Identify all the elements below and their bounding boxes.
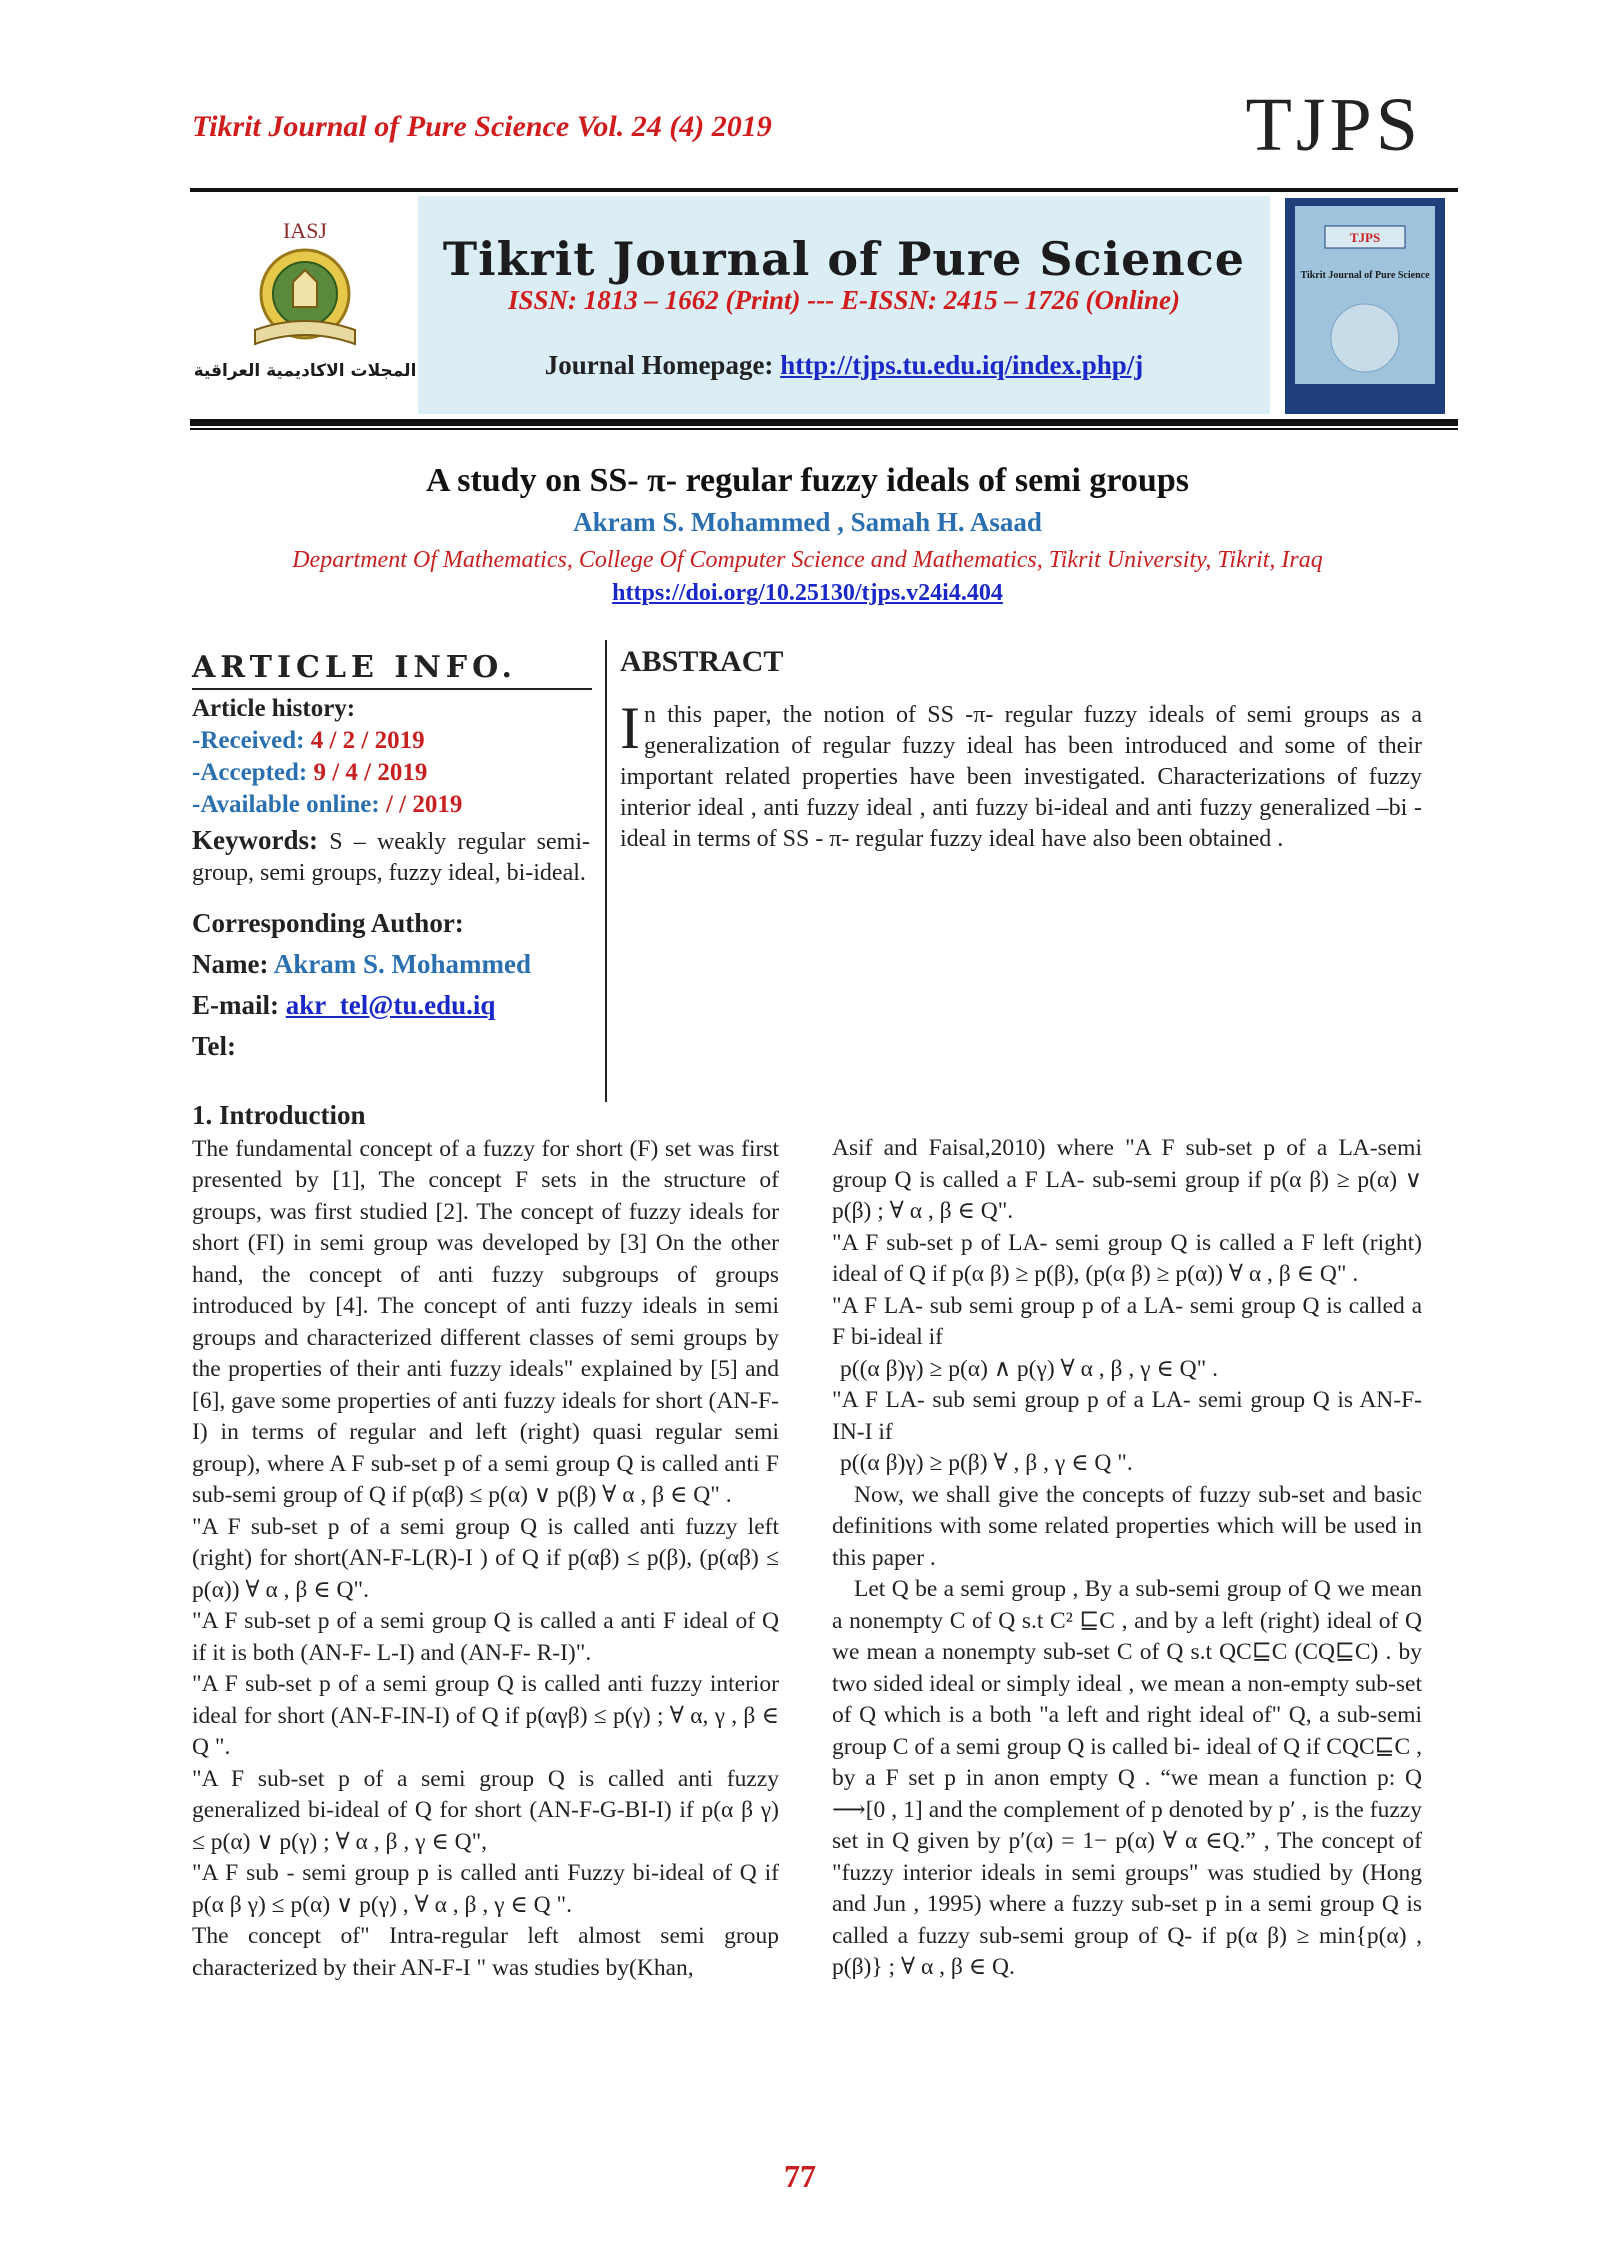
- intro-paragraph: Now, we shall give the concepts of fuzzy sub-set and basic definitions with some related properties which will be used in this paper .: [832, 1481, 1422, 1571]
- abstract-text: n this paper, the notion of SS -π- regular fuzzy ideals of semi groups as a generalization of regular fuzzy ideal has been introduced and some of their important related properties have been investigated. Characterizations of fuzzy interior ideal , anti fuzzy ideal , anti fuzzy bi-ideal and anti fuzzy generalized –bi -ideal in terms of SS - π- regular fuzzy ideal have also been obtained .: [620, 702, 1422, 852]
- cover-title: Tikrit Journal of Pure Science: [1300, 270, 1430, 281]
- intro-formula: p((α β)γ) ≥ p(β) ∀ , β , γ ∈ Q ".: [840, 1450, 1133, 1476]
- homepage-label: Journal Homepage:: [544, 350, 781, 380]
- intro-paragraph: Let Q be a semi group , By a sub-semi group of Q we mean a nonempty C of Q s.t C² ⊑C , and by a left (right) ideal of Q we mean a nonempty sub-set C of Q s.t QC⊑C (CQ⊑C) . by two sided ideal or simply ideal , we mean a non-empty sub-set of Q which is a both "a left and right ideal of" Q, a sub-semi group C of a semi group Q is called bi- ideal of Q if CQC⊑C , by a F set p in anon empty Q . “we mean a function p: Q ⟶[0 , 1] and the complement of p denoted by p′ , is the fuzzy set in Q given by p′(α) = 1− p(α) ∀ α ∈Q.” , The concept of "fuzzy interior ideals in semi groups" was studied by (Hong and Jun , 1995) where a fuzzy sub-set p in a semi group Q is called a fuzzy sub-semi group of Q- if p(α β) ≥ min{p(α) , p(β)} ; ∀ α , β ∈ Q.: [832, 1576, 1422, 1980]
- corresponding-author: Corresponding Author: Name: Akram S. Mohammed E-mail: akr_tel@tu.edu.iq Tel:: [192, 903, 590, 1067]
- page-number: 77: [784, 2158, 816, 2194]
- tel-label: Tel:: [192, 1031, 237, 1061]
- author-email-link[interactable]: akr_tel@tu.edu.iq: [285, 990, 496, 1020]
- banner-homepage: [418, 350, 1270, 381]
- paper-affiliation: Department Of Mathematics, College Of Computer Science and Mathematics, Tikrit University, Tikrit, Iraq: [292, 547, 1323, 573]
- journal-running-head: Tikrit Journal of Pure Science Vol. 24 (4) 2019: [192, 110, 772, 143]
- article-info-rule: [192, 688, 592, 690]
- paper-title: A study on SS- π- regular fuzzy ideals of semi groups: [426, 462, 1189, 499]
- accepted-line: -Accepted: 9 / 4 / 2019: [192, 759, 428, 786]
- keywords-label: Keywords:: [192, 825, 318, 855]
- author-name: Akram S. Mohammed: [273, 949, 531, 979]
- banner-bottom-rule-thin: [190, 428, 1458, 430]
- intro-paragraph: "A F sub - semi group p is called anti Fuzzy bi-ideal of Q if p(α β γ) ≤ p(α) ∨ p(γ) , ∀ α , β , γ ∈ Q ".: [192, 1860, 779, 1918]
- intro-paragraph: The concept of" Intra-regular left almost semi group characterized by their AN-F-I " was studies by(Khan,: [192, 1923, 779, 1981]
- abstract-heading: ABSTRACT: [620, 645, 784, 678]
- received-line: -Received: 4 / 2 / 2019: [192, 727, 425, 754]
- intro-paragraph: The fundamental concept of a fuzzy for short (F) set was first presented by [1], The concept F sets in the structure of groups, was first studied [2]. The concept of fuzzy ideals for short (FI) in semi group was developed by [3] On the other hand, the concept of anti fuzzy subgroups of groups introduced by [4]. The concept of anti fuzzy ideals in semi groups and characterized different classes of semi groups by the properties of their anti fuzzy ideals" explained by [5] and [6], gave some properties of anti fuzzy ideals for short (AN-F-I) in terms of regular and left (right) quasi regular semi group), where A F sub-set p of a semi group Q is called anti F sub-semi group of Q if p(αβ) ≤ p(α) ∨ p(β) ∀ α , β ∈ Q" .: [192, 1135, 779, 1508]
- abstract-body: [620, 695, 1422, 855]
- article-info-block: [192, 693, 590, 1067]
- banner-bottom-rule: [190, 419, 1458, 426]
- intro-heading: 1. Introduction: [192, 1100, 366, 1130]
- intro-right-column: [832, 1133, 1422, 1984]
- intro-paragraph: "A F sub-set p of a semi group Q is called a anti F ideal of Q if it is both (AN-F- L-I) and (AN-F- R-I)".: [192, 1608, 779, 1666]
- tjps-logo-text: TJPS: [1245, 83, 1422, 167]
- keywords: [192, 825, 590, 889]
- cover-label: TJPS: [1349, 230, 1381, 245]
- intro-paragraph: "A F LA- sub semi group p of a LA- semi group Q is called a F bi-ideal if: [832, 1292, 1422, 1350]
- available-line: -Available online: / / 2019: [192, 791, 463, 818]
- top-rule: [190, 188, 1458, 192]
- article-info-heading: ARTICLE INFO.: [192, 650, 517, 685]
- doi-link[interactable]: https://doi.org/10.25130/tjps.v24i4.404: [612, 580, 1003, 606]
- column-divider: [605, 640, 607, 1102]
- intro-paragraph: "A F sub-set p of a semi group Q is called anti fuzzy generalized bi-ideal of Q for short (AN-F-G-BI-I) if p(α β γ) ≤ p(α) ∨ p(γ) ; ∀ α , β , γ ∈ Q",: [192, 1765, 779, 1855]
- iasj-arabic-text: المجلات الاكاديمية العراقية: [195, 361, 415, 381]
- corresponding-label: Corresponding Author:: [192, 908, 464, 938]
- homepage-link[interactable]: http://tjps.tu.edu.iq/index.php/j: [780, 350, 1144, 380]
- intro-paragraph: "A F sub-set p of a semi group Q is called anti fuzzy interior ideal for short (AN-F-IN-I) of Q if p(αγβ) ≤ p(γ) ; ∀ α, γ , β ∈ Q ".: [192, 1671, 779, 1760]
- history-label: Article history:: [192, 695, 356, 722]
- iasj-logo-text: IASJ: [282, 218, 328, 243]
- intro-paragraph: "A F sub-set p of a semi group Q is called anti fuzzy left (right) for short(AN-F-L(R)-I ) of Q if p(αβ) ≤ p(β), (p(αβ) ≤ p(α)) ∀ α , β ∈ Q".: [192, 1513, 779, 1603]
- banner-title: Tikrit Journal of Pure Science: [442, 232, 1246, 286]
- intro-paragraph: "A F sub-set p of LA- semi group Q is called a F left (right) ideal of Q if p(α β) ≥ p(β), (p(α β) ≥ p(α)) ∀ α , β ∈ Q" .: [832, 1229, 1422, 1287]
- intro-paragraph: Asif and Faisal,2010) where "A F sub-set p of a LA-semi group Q is called a F LA- sub-semi group if p(α β) ≥ p(α) ∨ p(β) ; ∀ α , β ∈ Q".: [832, 1135, 1422, 1224]
- intro-formula: p((α β)γ) ≥ p(α) ∧ p(γ) ∀ α , β , γ ∈ Q" .: [840, 1355, 1218, 1382]
- iasj-logo: [195, 212, 415, 392]
- intro-left-column: [192, 1100, 779, 1984]
- keywords-text: S – weakly regular semi-group, semi groups, fuzzy ideal, bi-ideal.: [192, 829, 590, 886]
- intro-paragraph: "A F LA- sub semi group p of a LA- semi group Q is AN-F-IN-I if: [832, 1387, 1422, 1445]
- paper-authors: Akram S. Mohammed , Samah H. Asaad: [573, 507, 1042, 537]
- abstract-dropcap: I: [620, 695, 640, 761]
- journal-cover-image: [1285, 198, 1445, 414]
- banner-issn: ISSN: 1813 – 1662 (Print) --- E-ISSN: 2415 – 1726 (Online): [507, 285, 1181, 315]
